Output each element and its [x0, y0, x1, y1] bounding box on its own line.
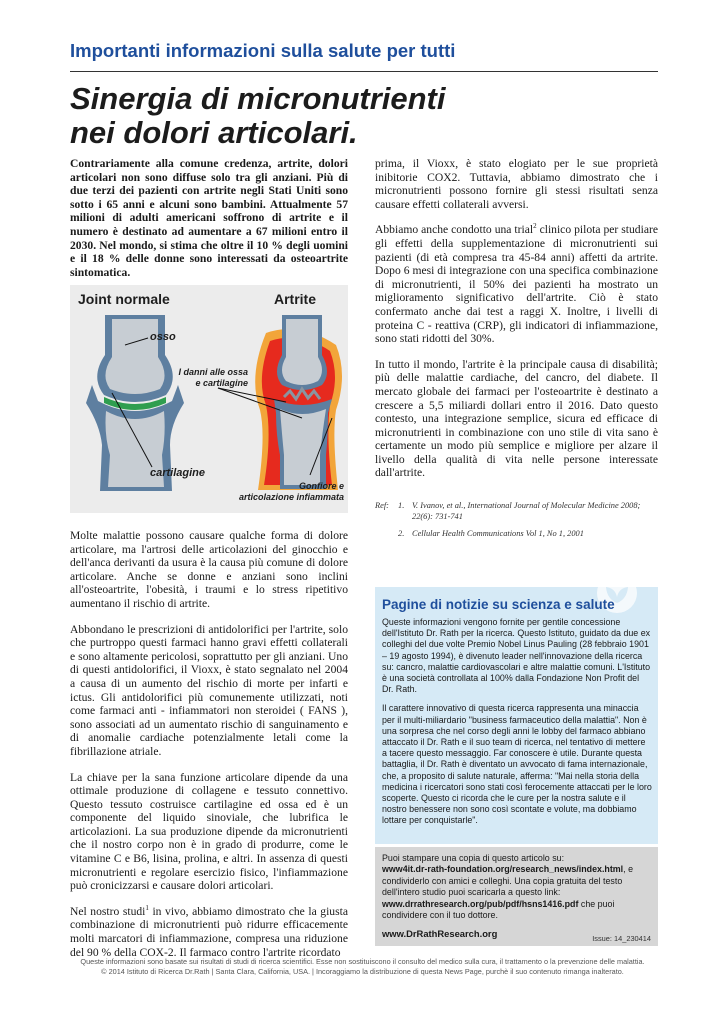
left-column-body: [70, 529, 348, 971]
article-title: [70, 82, 630, 150]
reference-1: [375, 500, 658, 522]
info-box-title: Pagine di notizie su scienza e salute: [382, 597, 615, 612]
paragraph: prima, il Vioxx, è stato elogiato per le sue proprietà inibitorie COX2. Tuttavia, abbiamo dimostrato che i micronutrienti possono fornire gli stessi risultati senza causare effetti collaterali avversi.: [375, 157, 658, 211]
label-swelling-line-2: articolazione infiammata: [238, 492, 344, 502]
paragraph: La chiave per la sana funzione articolare dipende da una ottimale produzione di collagene e tessuto connettivo. Questo tessuto costruisce cartilagine ed ossa ed è un componente del liquido sinoviale, che lubrifica le articolazioni. La sua produzione dipende da micronutrienti che il nostro corpo non è in grado di produrre, come le vitamine C e B6, lisina, prolina, e altri. In assenza di questi micronutrienti e regolare esercizio fisico, l'infiammazione può cronicizzarsi e causare dolori articolari.: [70, 770, 348, 893]
page-header: Importanti informazioni sulla salute per tutti: [70, 40, 456, 61]
figure-title-normal: Joint normale: [78, 291, 170, 307]
reference-number: 1.: [398, 501, 405, 510]
header-rule: [70, 71, 658, 72]
reference-text: V. Ivanov, et al., International Journal of Molecular Medicine 2008; 22(6): 731-741: [412, 501, 641, 521]
page-footer: [40, 957, 685, 977]
paragraph-text: Nel nostro studi: [70, 904, 146, 918]
arthritic-joint-drawing: [255, 315, 342, 490]
paragraph-text: in vivo, abbiamo dimostrato che la giusta combinazione di micronutrienti può ridurre efficacemente molti marcatori di infiammazione, compresa una riduzione del 90 % della COX-2. Il farmaco contro l'artrite ricordato: [70, 904, 348, 959]
disclaimer: Queste informazioni sono basate sui risultati di studi di ricerca scientifici. Esse non sostituiscono il consulto del medico sulla cura, il trattamento o la prevenzione delle malattia.: [80, 957, 645, 966]
references-label: Ref:: [375, 501, 389, 510]
title-line-2: nei dolori articolari.: [70, 115, 358, 150]
label-damage-line-1: I danni alle ossa: [178, 367, 248, 377]
label-damage: [156, 367, 248, 389]
print-doctor-text: che puoi condividere con il tuo dottore.: [382, 898, 615, 921]
paragraph-text: clinico pilota per studiare gli effetti della supplementazione di micronutrienti sui pazienti (di età compresa tra 45-84 anni) affetti da artrite. Dopo 6 mesi di integrazione con una specifica combinazione di micronutrienti, il 50% dei pazienti ha mostrato un miglioramento significativo dell'artrite. Ciò è stato confermato anche dai test a raggi X. Inoltre, i livelli di proteina C - reattiva (CRP), gli indicatori di infiammazione, sono stati ridotti del 30%.: [375, 223, 658, 346]
issue-number: Issue: 14_230414: [592, 934, 651, 943]
print-share-text: , e condividerlo con amici e colleghi. Una copia gratuita del testo dell'intero studio puoi scaricarla a questo link:: [382, 864, 634, 898]
paragraph: In tutto il mondo, l'artrite è la principale causa di disabilità; più delle malattie cardiache, del cancro, del diabete. Il mercato globale dei farmaci per l'osteoartrite è destinato a crescere a 5,5 miliardi dollari entro il 2016. Dato questo contesto, una integrazione semplice, sicura ed efficace di micronutrienti in combinazione con uno stile di vita sano è certamente un modo più semplice e migliore per alzare il livello della qualità di vita nelle persone interessate dall'artrite.: [375, 357, 658, 480]
print-copy-box: [375, 847, 658, 946]
info-box: [375, 587, 658, 844]
label-bone: osso: [150, 331, 176, 343]
reference-2: [375, 528, 658, 539]
paragraph-text: Abbiamo anche condotto una trial: [375, 223, 534, 237]
label-damage-line-2: e cartilagine: [195, 378, 248, 388]
reference-text: Cellular Health Communications Vol 1, No 1, 2001: [412, 529, 584, 538]
reference-number: 2.: [398, 529, 405, 538]
paragraph: Molte malattie possono causare qualche forma di dolore articolare, ma l'artrosi delle articolazioni del ginocchio e dell'anca derivanti da usura è la causa più comune di dolore articolare. Anche se donne e anziani sono inclini all'osteoartrite, l'obesità, i traumi e lo stress ripetitivo aumentano il rischio di artrite.: [70, 529, 348, 610]
paragraph: [375, 223, 658, 345]
right-column-body: [375, 157, 658, 492]
print-intro: Puoi stampare una copia di questo articolo su:: [382, 853, 565, 863]
footnote-marker: 2: [533, 222, 537, 231]
paragraph: Abbondano le prescrizioni di antidolorifici per l'artrite, solo che purtroppo questi farmaci hanno gravi effetti collaterali e sono altamente pericolosi, soprattutto per gli anziani. Uno di questi antidolorifici, il Vioxx, è stato segnalato nel 2004 a causa di un aumento del rischio di morte per infarti e ictus. Gli antidolorifici più comunemente utilizzati, noti come farmaci anti - infiammatori non steroidei ( FANS ), sono associati ad un aumentato rischio di sanguinamento e di anomalie cardiache potenzialmente letali come la fibrillazione atriale.: [70, 622, 348, 758]
joint-figure: [70, 285, 348, 513]
pdf-link[interactable]: www.drrathresearch.org/pub/pdf/hsns1416.pdf: [382, 898, 579, 909]
lead-paragraph: Contrariamente alla comune credenza, artrite, dolori articolari non sono diffuse solo tra gli anziani. Più di due terzi dei pazienti con artrite negli Stati Uniti sono sotto i 65 anni e alcuni sono bambini. Attualmente 57 milioni di adulti americani soffrono di artrite e il numero è destinato ad aumentare a 67 milioni entro il 2030. Nel mondo, si stima che oltre il 10 % degli uomini e il 18 % delle donne sono interessati da osteoartrite sintomatica.: [70, 157, 348, 279]
print-copy-text: [382, 853, 654, 921]
article-link[interactable]: www4it.dr-rath-foundation.org/research_news/index.html: [382, 864, 624, 875]
paragraph: [70, 905, 348, 959]
copyright: © 2014 Istituto di Ricerca Dr.Rath | Santa Clara, California, USA. | Incoraggiamo la distribuzione di questa News Page, purchè il suo contenuto rimanga inalterato.: [101, 967, 624, 976]
info-box-body: [382, 617, 652, 835]
info-paragraph: Il carattere innovativo di questa ricerca rappresenta una minaccia per il multi-miliardario "business farmaceutico della malattia". Non è una sorpresa che nel corso degli anni le lobby del farmaco abbiano attaccato il Dr. Rath e il suo team di ricerca, nel tentativo di mettere a tacere questo messaggio. Far conoscere è utile. Durante questa battaglia, il Dr. Rath è diventato un avvocato di fama internazionale, che, a proposito di salute naturale, afferma: "Mai nella storia della medicina i ricercatori sono stati così ferocemente attaccati per le loro scoperte. Questo ci ricorda che le cure per la nostra salute e il nostro benessere non sono così scontate e volute, ma dobbiamo lottare per conquistarle".: [382, 703, 652, 826]
title-line-1: Sinergia di micronutrienti: [70, 81, 446, 116]
joint-illustration: [70, 285, 348, 513]
label-cartilage: cartilagine: [150, 467, 206, 479]
references: [375, 500, 658, 539]
footnote-marker: 1: [145, 903, 149, 912]
label-swelling: [220, 481, 344, 503]
website-link[interactable]: www.DrRathResearch.org: [382, 928, 498, 939]
figure-title-arthritis: Artrite: [274, 291, 317, 307]
label-swelling-line-1: Gonfiore e: [298, 481, 344, 491]
info-paragraph: Queste informazioni vengono fornite per gentile concessione dell'Istituto Dr. Rath per la ricerca. Questo Istituto, guidato da due ex colleghi del due volte Premio Nobel Linus Pauling (28 febbraio 1901 – 19 agosto 1994), è divenuto leader nell'innovazione della ricerca su: cancro, malattie cardiovascolari e altre malattie comuni. L'Istituto è una società controllata al 100% dalla Fondazione Non Profit del Dr. Rath.: [382, 617, 651, 695]
